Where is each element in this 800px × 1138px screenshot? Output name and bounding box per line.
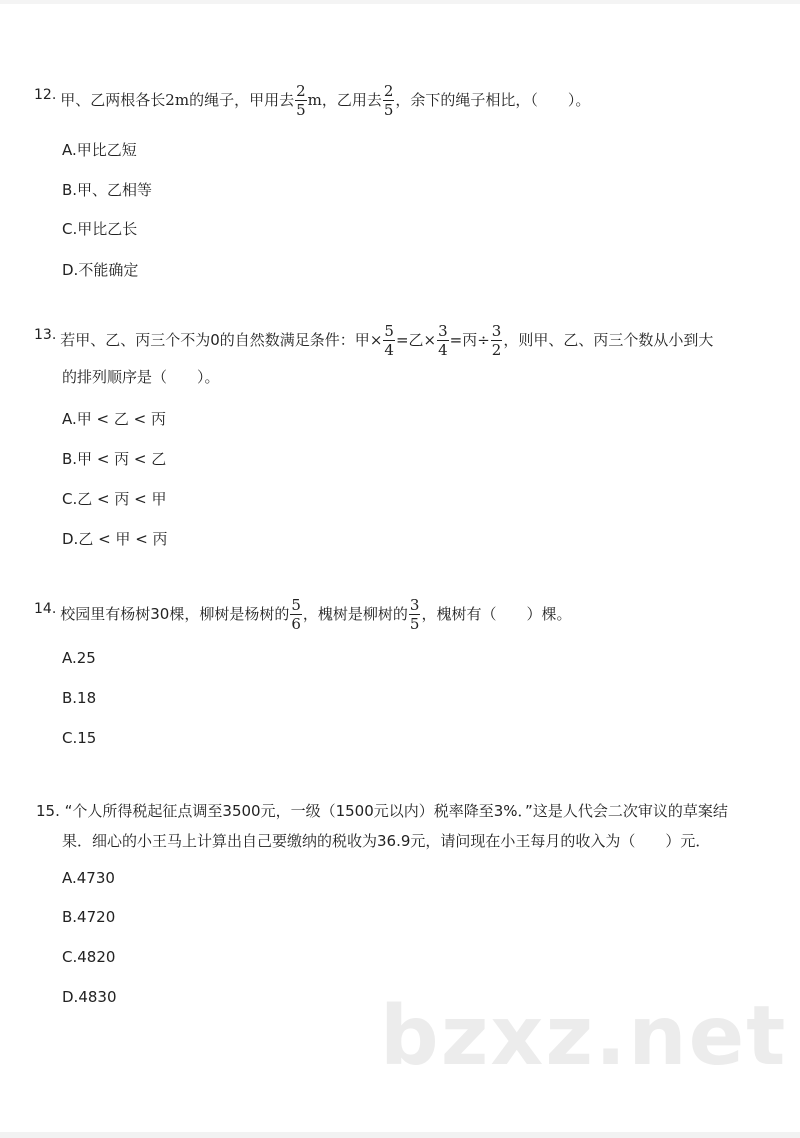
question-13 (34, 322, 764, 359)
stem-text: ，槐树有（ ）棵。 (421, 605, 572, 623)
option-b[interactable]: B.18 (62, 689, 97, 707)
page-bottom-border (0, 1132, 800, 1138)
option-a[interactable]: A.4730 (62, 869, 115, 887)
option-a[interactable]: A.甲比乙短 (62, 141, 137, 159)
stem-text: 的绳子，甲用去 (189, 91, 295, 109)
option-c[interactable]: C.乙 < 丙 < 甲 (62, 490, 167, 508)
option-b[interactable]: B.4720 (62, 908, 116, 926)
stem-text: =丙 (449, 331, 478, 349)
fraction: $\frac{2}{5}$ (296, 82, 306, 119)
stem-text: ，余下的绳子相比，（ ）。 (395, 91, 591, 109)
math-operator: × (423, 331, 437, 349)
option-b[interactable]: B.甲、乙相等 (62, 181, 153, 199)
option-a[interactable]: A.25 (62, 649, 96, 667)
stem-text-line2: 的排列顺序是（ ）。 (62, 368, 220, 386)
question-number: 15. (36, 802, 60, 820)
stem-text: 校园里有杨树30棵，柳树是杨树的 (60, 605, 290, 623)
math-operator: ÷ (477, 331, 490, 349)
stem-text-line2: 果．细心的小王马上计算出自己要缴纳的税收为36.9元，请问现在小王每月的收入为（ ）元． (62, 832, 711, 850)
stem-text: 甲、乙两根各长 (60, 91, 166, 109)
math-operator: × (369, 331, 383, 349)
fraction: $\frac{3}{2}$ (491, 322, 502, 359)
option-c[interactable]: C.甲比乙长 (62, 220, 138, 238)
fraction: $\frac{3}{5}$ (409, 596, 420, 633)
math-text: 2m (165, 91, 190, 109)
option-d[interactable]: D.不能确定 (62, 261, 139, 279)
fraction: $\frac{5}{4}$ (384, 322, 394, 359)
question-number: 14. (34, 601, 57, 617)
math-text: m (307, 91, 322, 109)
stem-text: =乙 (395, 331, 424, 349)
question-15 (36, 800, 766, 821)
fraction: $\frac{2}{5}$ (383, 82, 394, 119)
stem-text: ，乙用去 (321, 91, 382, 109)
stem-text: ，槐树是柳树的 (302, 605, 408, 623)
option-c[interactable]: C.4820 (62, 948, 116, 966)
stem-text-line1: “个人所得税起征点调至3500元，一级（1500元以内）税率降至3%．”这是人代会二次审议的草案结 (64, 802, 728, 820)
option-d[interactable]: D.乙 < 甲 < 丙 (62, 530, 168, 548)
fraction: $\frac{5}{6}$ (291, 596, 301, 633)
stem-text: 若甲、乙、丙三个不为0的自然数满足条件：甲 (60, 331, 370, 349)
question-12 (34, 82, 764, 119)
option-c[interactable]: C.15 (62, 729, 97, 747)
option-d[interactable]: D.4830 (62, 988, 117, 1006)
stem-text: ，则甲、乙、丙三个数从小到大 (503, 331, 714, 349)
option-b[interactable]: B.甲 < 丙 < 乙 (62, 450, 167, 468)
question-14 (34, 596, 764, 633)
watermark-text: bzxz.net (380, 989, 788, 1084)
question-number: 12. (34, 87, 57, 103)
question-number: 13. (34, 327, 57, 343)
option-a[interactable]: A.甲 < 乙 < 丙 (62, 410, 166, 428)
fraction: $\frac{3}{4}$ (438, 322, 448, 359)
